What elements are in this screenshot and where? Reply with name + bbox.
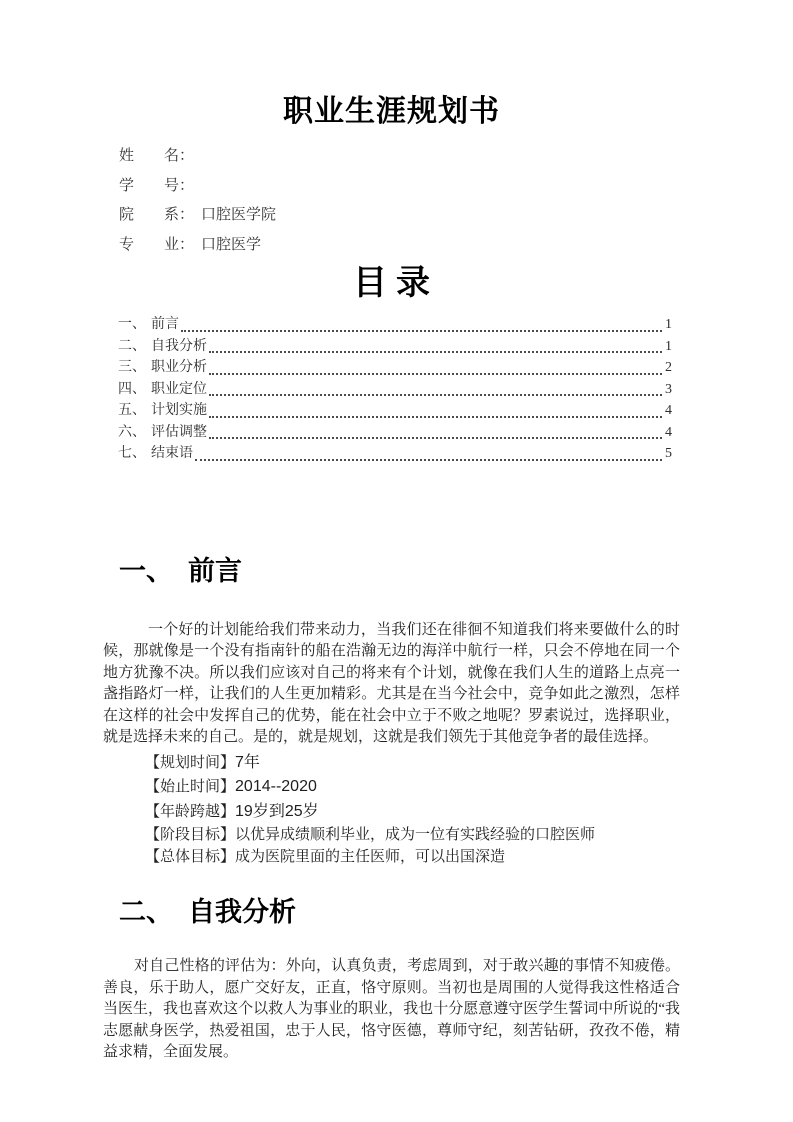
toc-leader-dots [181, 330, 662, 332]
toc-leader-dots [209, 437, 662, 439]
plan-item-age-span [103, 800, 680, 825]
info-field-student-id [119, 172, 680, 202]
toc-page-number: 5 [665, 446, 672, 461]
name-field-label: 姓 名： [119, 148, 195, 164]
plan-item-value: 2014--2020 [235, 778, 317, 795]
section-2-paragraph: 对自己性格的评估为：外向，认真负责，考虑周到，对于敢兴趣的事情不知疲倦。善良，乐于助人，愿广交好友，正直，恪守原则。当初也是周围的人觉得我这性格适合当医生，我也喜欢这个以救人为事业的职业，我也十分愿意遵守医学生誓词中所说的“我志愿献身医学，热爱祖国，忠于人民，恪守医德，尊师守纪，刻苦钻研，孜孜不倦，精益求精，全面发展。 [103, 958, 680, 1060]
toc-page-number: 4 [665, 403, 672, 418]
major-field-label: 专 业： [119, 236, 195, 253]
toc-item-label: 自我分析 [151, 338, 207, 354]
toc-item-label: 职业定位 [151, 381, 207, 397]
toc-item-number: 一、 [118, 317, 146, 332]
toc-item-number: 七、 [118, 446, 146, 461]
plan-item-overall-goal [103, 846, 680, 868]
toc-leader-dots [209, 351, 662, 353]
section-1-paragraph: 一个好的计划能给我们带来动力，当我们还在徘徊不知道我们将来要做什么的时候，那就像是一个没有指南针的船在浩瀚无边的海洋中航行一样，只会不停地在同一个地方犹豫不决。所以我们应该对自己的将来有个计划，就像在我们人生的道路上点亮一盏指路灯一样，让我们的人生更加精彩。尤其是在当今社会中，竞争如此之激烈，怎样在这样的社会中发挥自己的优势，能在社会中立于不败之地呢？罗素说过，选择职业，就是选择未来的自己。是的，就是规划，这就是我们领先于其他竞争者的最佳选择。 [103, 621, 680, 745]
plan-item-label: 【始止时间】 [145, 779, 236, 795]
toc-item-preface[interactable] [118, 314, 672, 336]
plan-item-value: 19岁到25岁 [235, 802, 319, 820]
section-1-heading [103, 553, 680, 589]
major-field-value: 口腔医学 [201, 236, 262, 253]
plan-item-label: 【阶段目标】 [145, 827, 236, 843]
toc-leader-dots [195, 459, 662, 461]
document-title: 职业生涯规划书 [283, 95, 500, 128]
toc-page-number: 1 [665, 338, 672, 354]
section-1-title: 前言 [188, 555, 242, 586]
plan-item-stage-goal [103, 824, 680, 846]
toc-leader-dots [209, 373, 662, 375]
toc-item-label: 计划实施 [151, 403, 207, 418]
plan-item-label: 【总体目标】 [145, 849, 236, 865]
info-block [103, 142, 680, 260]
toc-item-self-analysis[interactable] [118, 336, 672, 358]
toc-item-number: 三、 [118, 360, 146, 375]
plan-item-value: 7年 [235, 753, 260, 771]
toc-item-number: 六、 [118, 424, 146, 440]
toc-leader-dots [209, 416, 662, 418]
toc-item-label: 评估调整 [151, 424, 207, 440]
toc-leader-dots [209, 394, 662, 396]
toc-item-number: 四、 [118, 381, 146, 397]
toc-item-label: 结束语 [151, 446, 193, 461]
section-2-heading [103, 894, 680, 930]
section-1-number: 一、 [119, 555, 173, 586]
plan-item-value: 成为医院里面的主任医师，可以出国深造 [235, 849, 506, 865]
toc-item-evaluation-adjustment[interactable] [118, 422, 672, 444]
toc-item-career-analysis[interactable] [118, 357, 672, 379]
section-2-number: 二、 [119, 897, 173, 927]
department-field-value: 口腔医学院 [201, 207, 277, 223]
toc-item-plan-implementation[interactable] [118, 400, 672, 422]
toc-item-number: 五、 [118, 403, 146, 418]
toc-page-number: 3 [665, 381, 672, 397]
toc-item-label: 职业分析 [151, 360, 207, 375]
section-2-title: 自我分析 [188, 897, 296, 927]
toc-item-conclusion[interactable] [118, 443, 672, 465]
table-of-contents [103, 314, 680, 465]
toc-page-number: 4 [665, 424, 672, 440]
department-field-label: 院 系： [119, 207, 195, 223]
plan-item-duration [103, 751, 680, 776]
toc-title: 目录 [353, 265, 439, 302]
plan-item-label: 【规划时间】 [145, 754, 236, 771]
plan-item-period [103, 775, 680, 800]
student-id-field-label: 学 号： [119, 177, 195, 194]
info-field-major [119, 231, 680, 261]
info-field-name [119, 142, 680, 172]
plan-item-label: 【年龄跨越】 [145, 803, 236, 820]
plan-summary-items [103, 751, 680, 869]
toc-page-number: 1 [665, 317, 672, 332]
toc-item-label: 前言 [151, 317, 179, 332]
plan-item-value: 以优异成绩顺利毕业，成为一位有实践经验的口腔医师 [235, 827, 596, 843]
toc-item-career-positioning[interactable] [118, 379, 672, 401]
toc-page-number: 2 [665, 360, 672, 375]
info-field-department [119, 201, 680, 231]
toc-item-number: 二、 [118, 338, 146, 354]
